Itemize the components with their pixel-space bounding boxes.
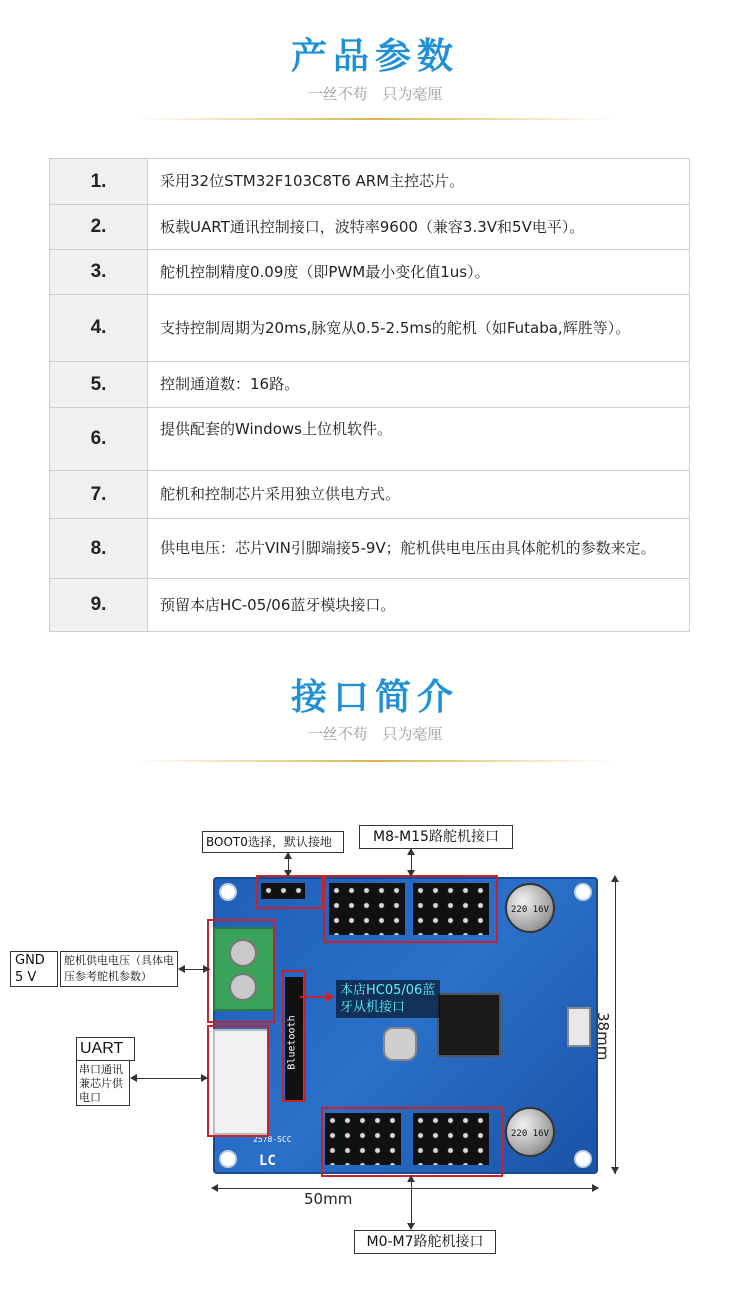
spec-number: 1.: [50, 159, 148, 205]
mounting-hole: [219, 1150, 237, 1168]
arrow-left-icon: [178, 965, 185, 973]
lc-logo: LC: [259, 1153, 276, 1169]
boot0-highlight: [256, 875, 324, 909]
arrow-down-icon: [407, 870, 415, 877]
mcu-chip: [437, 993, 501, 1057]
arrow-up-icon: [611, 875, 619, 882]
bluetooth-arrowhead: [326, 992, 334, 1002]
power-pins-label: [10, 951, 58, 987]
uart-highlight: [207, 1025, 269, 1137]
spec-row: [50, 471, 690, 519]
m8-m15-label: M8-M15路舵机接口: [359, 825, 513, 849]
width-label: 50mm: [304, 1190, 353, 1208]
height-label: 38mm: [594, 1012, 612, 1061]
spec-row: [50, 579, 690, 632]
params-subtitle: 一丝不苟 只为毫厘: [307, 85, 443, 103]
five-volt-label: 5 V: [15, 970, 37, 985]
interface-divider: [135, 760, 615, 762]
spec-row: [50, 295, 690, 362]
mounting-hole: [219, 883, 237, 901]
spec-text: 供电电压：芯片VIN引脚端接5-9V；舵机供电电压由具体舵机的参数来定。: [148, 519, 690, 579]
spec-text: 板载UART通讯控制接口，波特率9600（兼容3.3V和5V电平）。: [148, 205, 690, 250]
arrow-up-icon: [407, 848, 415, 855]
servo-power-label: 舵机供电电压（具体电压参考舵机参数）: [60, 951, 178, 987]
spec-number: 5.: [50, 362, 148, 408]
height-dimension-line: [615, 877, 616, 1174]
crystal: [383, 1027, 417, 1061]
spec-text: 支持控制周期为20ms,脉宽从0.5-2.5ms的舵机（如Futaba,辉胜等）。: [148, 295, 690, 362]
spec-text: 舵机和控制芯片采用独立供电方式。: [148, 471, 690, 519]
reset-button: [567, 1007, 591, 1047]
power-highlight: [207, 919, 275, 1023]
capacitor-label: 220 16V: [511, 1129, 549, 1139]
bluetooth-silk: Bluetooth: [286, 1015, 298, 1070]
spec-row: [50, 250, 690, 295]
m0-m7-highlight: [321, 1107, 503, 1177]
interface-subtitle: 一丝不苟 只为毫厘: [307, 725, 443, 743]
spec-row: [50, 159, 690, 205]
arrow-down-icon: [284, 870, 292, 877]
spec-text: 舵机控制精度0.09度（即PWM最小变化值1us）。: [148, 250, 690, 295]
arrow-left-icon: [130, 1074, 137, 1082]
m0-m7-label: M0-M7路舵机接口: [354, 1230, 496, 1254]
params-divider: [135, 118, 615, 120]
gnd-label: GND: [15, 953, 45, 968]
m8-m15-highlight: [323, 875, 498, 943]
spec-number: 9.: [50, 579, 148, 632]
spec-row: [50, 205, 690, 250]
arrow-up-icon: [284, 852, 292, 859]
uart-connector-line: [132, 1078, 208, 1079]
spec-text: 采用32位STM32F103C8T6 ARM主控芯片。: [148, 159, 690, 205]
bluetooth-callout: 本店HC05/06蓝牙从机接口: [336, 980, 440, 1018]
uart-label: UART: [76, 1037, 135, 1061]
spec-row: [50, 362, 690, 408]
capacitor-label: 220 16V: [511, 905, 549, 915]
spec-number: 6.: [50, 408, 148, 471]
spec-number: 3.: [50, 250, 148, 295]
m0-m7-connector: [411, 1175, 412, 1229]
spec-number: 2.: [50, 205, 148, 250]
arrow-right-icon: [201, 1074, 208, 1082]
spec-text: 控制通道数：16路。: [148, 362, 690, 408]
spec-row: [50, 519, 690, 579]
spec-text: 预留本店HC-05/06蓝牙模块接口。: [148, 579, 690, 632]
board-code: 2578-SCC: [253, 1135, 292, 1144]
mounting-hole: [574, 1150, 592, 1168]
params-title: 产品参数: [290, 35, 459, 77]
arrow-right-icon: [592, 1184, 599, 1192]
width-dimension-line: [213, 1188, 598, 1189]
spec-number: 8.: [50, 519, 148, 579]
arrow-up-icon: [407, 1175, 415, 1182]
spec-row: [50, 408, 690, 471]
spec-number: 4.: [50, 295, 148, 362]
arrow-left-icon: [211, 1184, 218, 1192]
arrow-right-icon: [203, 965, 210, 973]
interface-title: 接口简介: [290, 676, 459, 718]
spec-text: 提供配套的Windows上位机软件。: [148, 408, 690, 471]
spec-number: 7.: [50, 471, 148, 519]
bluetooth-highlight: [282, 970, 306, 1102]
arrow-down-icon: [611, 1167, 619, 1174]
boot0-label: BOOT0选择，默认接地: [202, 831, 344, 853]
arrow-down-icon: [407, 1223, 415, 1230]
spec-table: [49, 158, 690, 632]
uart-description: 串口通讯兼芯片供电口: [76, 1060, 130, 1106]
mounting-hole: [574, 883, 592, 901]
